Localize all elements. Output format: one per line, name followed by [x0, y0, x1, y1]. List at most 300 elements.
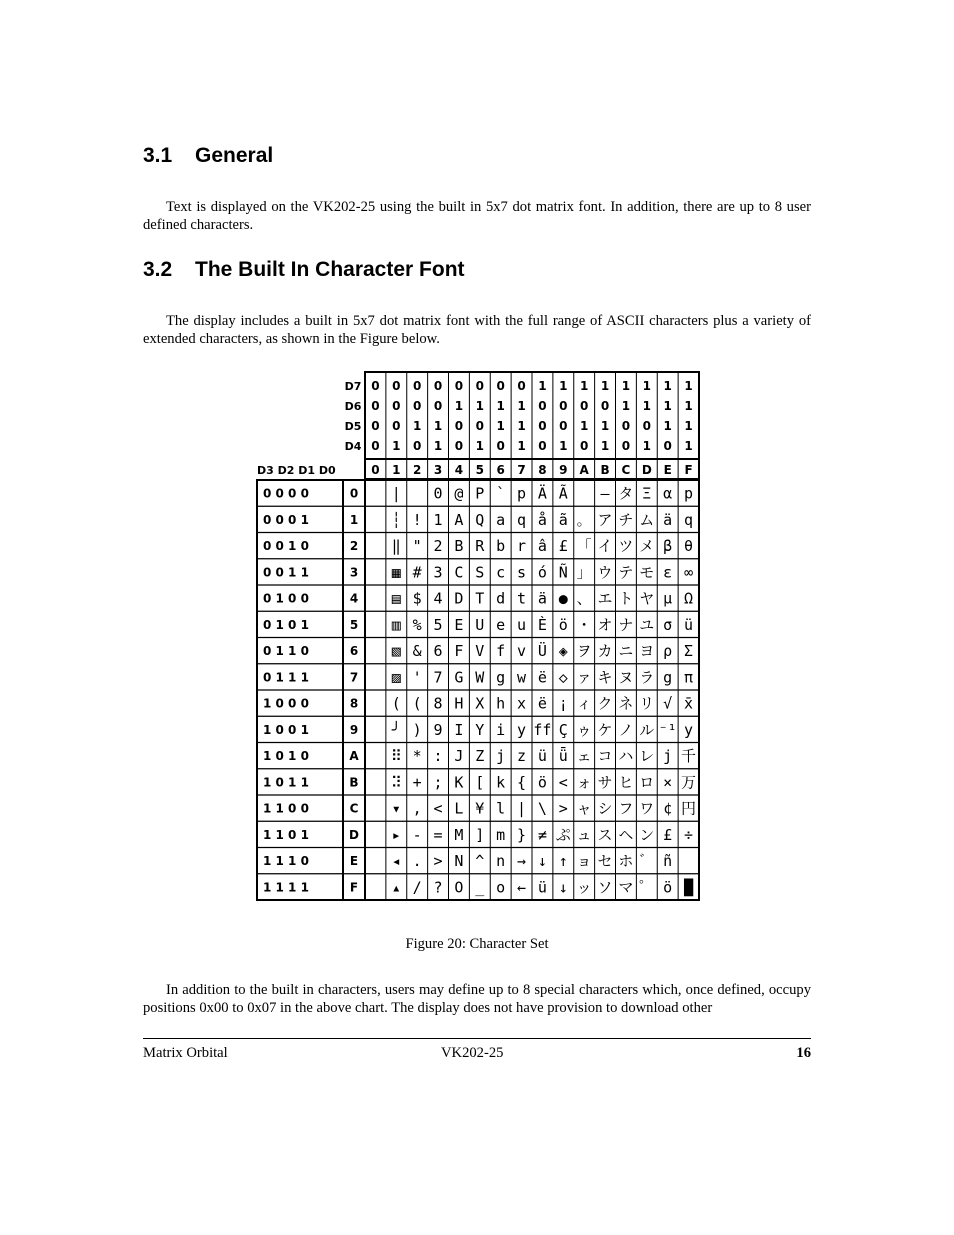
character-glyph: ム — [639, 510, 655, 529]
character-glyph: ┆ — [391, 510, 401, 529]
character-glyph: s — [517, 563, 527, 582]
upper-bit-value: 1 — [517, 419, 526, 433]
row-hex-label: B — [349, 775, 359, 790]
row-bits-label: 0 0 1 0 — [263, 539, 309, 554]
character-glyph: ユ — [639, 615, 655, 634]
character-glyph: オ — [597, 615, 613, 634]
character-glyph: α — [663, 484, 673, 503]
character-glyph: マ — [618, 878, 634, 897]
character-glyph: ⁻¹ — [658, 720, 677, 739]
character-glyph: ä — [663, 510, 673, 529]
section-title: The Built In Character Font — [195, 258, 465, 281]
upper-bit-value: 1 — [600, 379, 610, 393]
row-hex-label: 3 — [349, 565, 359, 580]
character-glyph: ) — [412, 720, 422, 739]
upper-bit-value: 1 — [642, 379, 651, 393]
character-glyph: ナ — [618, 615, 634, 634]
upper-bit-value: 1 — [517, 439, 526, 453]
character-glyph: ^ — [475, 852, 485, 871]
character-glyph: ≠ — [537, 825, 547, 844]
row-hex-label: F — [349, 880, 359, 895]
character-glyph: } — [517, 825, 527, 844]
character-glyph: M — [454, 825, 464, 844]
upper-bit-value: 0 — [538, 399, 547, 413]
character-glyph: エ — [597, 589, 613, 608]
paragraph-general: Text is displayed on the VK202-25 using the built in 5x7 dot matrix font. In addition, there are up to 8 user defined characters. — [143, 199, 811, 233]
row-bits-label: 1 0 1 1 — [263, 775, 309, 790]
character-glyph: ü — [537, 878, 547, 897]
figure-caption: Figure 20: Character Set — [405, 936, 549, 952]
upper-bit-value: 0 — [496, 439, 505, 453]
upper-bit-value: 0 — [392, 399, 401, 413]
character-glyph: ρ — [663, 642, 673, 661]
character-glyph: g — [496, 668, 506, 687]
character-glyph: Z — [475, 747, 485, 766]
row-bits-label: 1 0 0 0 — [263, 696, 309, 711]
paragraph-user-defined: In addition to the built in characters, users may define up to 8 special characters which, once defined, occupy positions 0x00 to 0x07 in the above chart. The display does not have provision to download other — [143, 982, 811, 1016]
character-glyph: > — [558, 799, 568, 818]
row-bits-label: 0 1 1 1 — [263, 670, 309, 685]
character-glyph: r — [517, 537, 527, 556]
upper-bit-value: 0 — [663, 439, 672, 453]
upper-bit-value: 1 — [642, 439, 651, 453]
upper-bit-value: 1 — [392, 439, 401, 453]
section-heading-character-font — [143, 258, 465, 282]
character-glyph: = — [433, 825, 443, 844]
upper-bit-value: 0 — [642, 419, 651, 433]
character-glyph: 0 — [433, 484, 443, 503]
character-glyph: ó — [537, 563, 547, 582]
column-hex-label: 7 — [517, 463, 526, 477]
character-glyph: ● — [558, 589, 568, 608]
character-glyph: ε — [663, 563, 673, 582]
character-glyph: Ä — [537, 484, 547, 503]
character-glyph: H — [454, 694, 464, 713]
character-glyph: Ω — [684, 589, 694, 608]
row-bits-label: 0 1 0 0 — [263, 591, 309, 606]
upper-bit-value: 1 — [433, 439, 443, 453]
character-glyph: V — [475, 642, 485, 661]
character-glyph: ツ — [618, 537, 634, 556]
character-glyph: ヌ — [618, 668, 634, 687]
upper-bit-value: 0 — [454, 419, 464, 433]
character-glyph: メ — [639, 537, 655, 556]
character-glyph: p — [684, 484, 694, 503]
character-glyph: J — [454, 747, 464, 766]
character-glyph: コ — [597, 747, 613, 766]
character-glyph: 。 — [576, 510, 592, 529]
upper-bit-value: 0 — [538, 419, 547, 433]
character-glyph: N — [454, 852, 464, 871]
row-bits-label: 1 1 1 1 — [263, 880, 309, 895]
character-glyph: ッ — [576, 878, 592, 897]
character-glyph: , — [412, 799, 422, 818]
character-glyph: ¢ — [663, 799, 673, 818]
character-glyph: ▴ — [391, 878, 401, 897]
upper-bit-value: 0 — [413, 379, 422, 393]
upper-bit-value: 0 — [475, 419, 484, 433]
character-glyph: g — [663, 668, 673, 687]
section-number: 3.1 — [143, 144, 173, 167]
character-glyph: 7 — [433, 668, 443, 687]
character-glyph: モ — [639, 563, 655, 582]
footer-center: VK202-25 — [441, 1045, 504, 1061]
upper-bit-label: D6 — [344, 400, 362, 413]
character-glyph: [ — [475, 773, 485, 792]
character-glyph: ▤ — [391, 589, 401, 608]
character-glyph: ク — [597, 694, 613, 713]
row-bits-label: 0 1 1 0 — [263, 644, 309, 659]
character-glyph: ã — [558, 510, 568, 529]
column-hex-label: 4 — [454, 463, 464, 477]
character-glyph: Σ — [684, 642, 694, 661]
character-glyph: 円 — [681, 799, 697, 818]
row-bits-label: 0 0 0 0 — [263, 486, 309, 501]
character-glyph: " — [412, 537, 422, 556]
upper-bit-value: 0 — [621, 439, 631, 453]
character-glyph: ë — [537, 694, 547, 713]
character-glyph: ュ — [576, 825, 592, 844]
character-glyph: . — [412, 852, 422, 871]
character-glyph: v — [517, 642, 527, 661]
character-glyph: サ — [597, 773, 613, 792]
row-hex-label: 8 — [349, 696, 359, 711]
upper-bit-value: 0 — [433, 379, 443, 393]
character-glyph: t — [517, 589, 527, 608]
character-glyph: m — [496, 825, 506, 844]
character-glyph: b — [496, 537, 506, 556]
character-glyph: ¥ — [475, 799, 485, 818]
upper-bit-value: 1 — [684, 399, 693, 413]
character-glyph: + — [412, 773, 422, 792]
row-hex-label: E — [349, 854, 359, 869]
character-glyph: レ — [639, 747, 655, 766]
character-glyph: K — [454, 773, 464, 792]
upper-bit-value: 0 — [454, 439, 464, 453]
upper-bit-value: 1 — [475, 439, 484, 453]
character-glyph: 」 — [576, 563, 592, 582]
character-glyph: S — [475, 563, 485, 582]
character-glyph: l — [496, 799, 506, 818]
character-glyph: j — [663, 747, 673, 766]
row-bits-label: 0 0 1 1 — [263, 565, 309, 580]
section-number: 3.2 — [143, 258, 173, 281]
character-set-figure — [255, 370, 702, 902]
section-heading-general — [143, 144, 273, 168]
footer-page-number: 16 — [796, 1045, 811, 1061]
character-glyph: L — [454, 799, 464, 818]
character-glyph: w — [517, 668, 527, 687]
character-glyph: B — [454, 537, 464, 556]
upper-bit-value: 1 — [600, 419, 610, 433]
character-glyph: ▸ — [391, 825, 401, 844]
character-glyph: 、 — [576, 589, 592, 608]
upper-bit-value: 0 — [538, 439, 547, 453]
upper-bit-value: 1 — [600, 439, 610, 453]
column-hex-label: 0 — [371, 463, 380, 477]
character-glyph: Q — [475, 510, 485, 529]
character-glyph: ロ — [639, 773, 655, 792]
character-glyph: < — [558, 773, 568, 792]
character-glyph: ホ — [618, 852, 634, 871]
character-glyph: U — [475, 615, 485, 634]
character-glyph: ニ — [618, 642, 634, 661]
character-glyph: ? — [433, 878, 443, 897]
upper-bit-value: 1 — [496, 399, 505, 413]
character-glyph: Y — [475, 720, 485, 739]
character-glyph: E — [454, 615, 464, 634]
character-glyph: ñ — [663, 852, 673, 871]
character-glyph: ハ — [618, 747, 634, 766]
character-glyph: ト — [618, 589, 634, 608]
character-glyph: ü — [537, 747, 547, 766]
character-glyph: ン — [639, 825, 655, 844]
row-hex-label: 1 — [349, 512, 359, 527]
character-glyph: キ — [597, 668, 613, 687]
character-glyph: ノ — [618, 720, 634, 739]
character-glyph: _ — [475, 878, 485, 897]
character-glyph: ワ — [639, 799, 655, 818]
character-glyph: | — [517, 799, 527, 818]
column-hex-label: 9 — [559, 463, 568, 477]
character-glyph: ◈ — [558, 642, 568, 661]
column-hex-label: 5 — [475, 463, 484, 477]
character-glyph: ä — [537, 589, 547, 608]
character-glyph: G — [454, 668, 464, 687]
character-glyph: ← — [517, 878, 527, 897]
upper-bit-value: 1 — [684, 439, 693, 453]
character-glyph: q — [684, 510, 694, 529]
character-glyph: ö — [537, 773, 547, 792]
upper-bit-value: 1 — [642, 399, 651, 413]
character-glyph: > — [433, 852, 443, 871]
upper-bit-value: 0 — [371, 439, 380, 453]
character-glyph: F — [454, 642, 464, 661]
character-glyph: ェ — [576, 747, 592, 766]
character-glyph: W — [475, 668, 485, 687]
column-hex-label: A — [579, 463, 589, 477]
character-glyph: y — [684, 720, 694, 739]
row-hex-label: A — [349, 749, 359, 764]
character-glyph: ] — [475, 825, 485, 844]
column-hex-label: 6 — [496, 463, 505, 477]
upper-bit-value: 0 — [392, 419, 401, 433]
character-glyph: █ — [684, 878, 694, 897]
character-glyph: a — [496, 510, 506, 529]
character-glyph: ゥ — [576, 720, 592, 739]
upper-bit-value: 0 — [475, 379, 484, 393]
character-glyph: ケ — [597, 720, 613, 739]
upper-bit-value: 1 — [496, 419, 505, 433]
character-glyph: x̄ — [684, 694, 694, 713]
character-glyph: ë — [537, 668, 547, 687]
row-hex-label: 0 — [349, 486, 359, 501]
character-glyph: ö — [663, 878, 673, 897]
character-glyph: ▧ — [391, 642, 401, 661]
character-glyph: z — [517, 747, 527, 766]
character-glyph: * — [412, 747, 422, 766]
character-glyph: ヒ — [618, 773, 634, 792]
character-glyph: セ — [597, 852, 613, 871]
character-glyph: ス — [597, 825, 613, 844]
upper-bit-value: 0 — [580, 399, 589, 413]
upper-bit-label: D4 — [344, 440, 362, 453]
character-glyph: Ξ — [642, 484, 652, 503]
character-glyph: x — [517, 694, 527, 713]
column-hex-label: B — [600, 463, 610, 477]
character-glyph: θ — [684, 537, 694, 556]
character-glyph: ヲ — [576, 642, 592, 661]
row-hex-label: 2 — [349, 539, 359, 554]
upper-bit-value: 1 — [559, 379, 568, 393]
character-glyph: # — [412, 563, 422, 582]
character-glyph: ` — [496, 484, 506, 503]
character-glyph: ィ — [576, 694, 592, 713]
character-glyph: μ — [663, 589, 673, 608]
character-glyph: 5 — [433, 615, 443, 634]
upper-bit-value: 0 — [413, 439, 422, 453]
character-glyph: Ç — [558, 720, 568, 739]
paragraph-character-font: The display includes a built in 5x7 dot matrix font with the full range of ASCII characters plus a variety of extended characters, as shown in the Figure below. — [143, 313, 811, 347]
upper-bit-value: 1 — [663, 399, 672, 413]
column-hex-label: F — [684, 463, 693, 477]
column-hex-label: 8 — [538, 463, 547, 477]
character-glyph: ▨ — [391, 668, 401, 687]
character-glyph: P — [475, 484, 485, 503]
character-glyph: 6 — [433, 642, 443, 661]
upper-bit-value: 1 — [684, 379, 693, 393]
character-glyph: – — [600, 484, 610, 503]
character-glyph: ・ — [576, 615, 592, 634]
character-glyph: ! — [412, 510, 422, 529]
character-glyph: A — [454, 510, 464, 529]
character-glyph: D — [454, 589, 464, 608]
character-glyph: y — [517, 720, 527, 739]
character-glyph: ▦ — [391, 563, 401, 582]
character-glyph: ↑ — [558, 852, 568, 871]
row-bits-label: 1 1 0 0 — [263, 801, 309, 816]
character-glyph: i — [496, 720, 506, 739]
character-glyph: ‖ — [391, 537, 401, 556]
character-glyph: ↓ — [558, 878, 568, 897]
upper-bit-value: 1 — [413, 419, 422, 433]
upper-bit-value: 0 — [559, 399, 568, 413]
column-hex-label: 2 — [413, 463, 422, 477]
character-glyph: フ — [618, 799, 634, 818]
upper-bit-value: 0 — [371, 399, 380, 413]
character-glyph: X — [475, 694, 485, 713]
character-glyph: ǖ — [558, 747, 568, 766]
character-glyph: Ñ — [558, 563, 568, 582]
character-glyph: ÷ — [684, 825, 694, 844]
character-glyph: シ — [597, 799, 613, 818]
character-glyph: | — [391, 484, 401, 503]
upper-bit-value: 1 — [433, 419, 443, 433]
row-bits-label: 1 1 1 0 — [263, 854, 309, 869]
footer-left: Matrix Orbital — [143, 1045, 228, 1061]
character-glyph: ╯ — [391, 720, 401, 739]
character-glyph: % — [412, 615, 422, 634]
character-glyph: チ — [618, 510, 634, 529]
character-glyph: ↓ — [537, 852, 547, 871]
row-bits-label: 0 1 0 1 — [263, 617, 309, 632]
character-glyph: Ã — [558, 484, 568, 503]
character-glyph: π — [684, 668, 694, 687]
character-glyph: 4 — [433, 589, 443, 608]
upper-bit-value: 0 — [371, 419, 380, 433]
upper-bit-value: 1 — [663, 419, 672, 433]
upper-bit-value: 1 — [475, 399, 484, 413]
character-glyph: j — [496, 747, 506, 766]
character-glyph: Ü — [537, 642, 547, 661]
character-glyph: ◂ — [391, 852, 401, 871]
character-glyph: ラ — [639, 668, 655, 687]
row-bits-label: 0 0 0 1 — [263, 512, 309, 527]
character-glyph: イ — [597, 537, 613, 556]
character-glyph: o — [496, 878, 506, 897]
row-hex-label: D — [349, 827, 359, 842]
character-glyph: ( — [391, 694, 401, 713]
character-glyph: ャ — [576, 799, 592, 818]
character-glyph: c — [496, 563, 506, 582]
character-glyph: / — [412, 878, 422, 897]
character-glyph: È — [537, 615, 547, 634]
character-glyph: ソ — [597, 878, 613, 897]
character-glyph: ヨ — [639, 642, 655, 661]
column-hex-label: 1 — [392, 463, 401, 477]
character-glyph: ∞ — [684, 563, 694, 582]
character-glyph: ◇ — [558, 668, 568, 687]
row-bits-label: 1 1 0 1 — [263, 827, 309, 842]
character-glyph: $ — [412, 589, 422, 608]
column-hex-label: D — [641, 463, 652, 477]
character-glyph: ▾ — [391, 799, 401, 818]
character-glyph: ゛ — [639, 852, 655, 871]
character-glyph: ヘ — [618, 825, 634, 844]
character-glyph: リ — [639, 694, 655, 713]
character-glyph: k — [496, 773, 506, 792]
character-glyph: タ — [618, 484, 634, 503]
character-glyph: h — [496, 694, 506, 713]
upper-bit-value: 1 — [580, 419, 589, 433]
section-title: General — [195, 144, 274, 167]
character-glyph: ' — [412, 668, 422, 687]
upper-bit-value: 0 — [580, 439, 589, 453]
character-glyph: ⠿ — [390, 747, 402, 766]
character-glyph: 3 — [433, 563, 443, 582]
character-glyph: 万 — [681, 773, 697, 792]
character-glyph: e — [496, 615, 506, 634]
character-glyph: @ — [454, 484, 464, 503]
character-glyph: ル — [639, 720, 655, 739]
character-glyph: → — [517, 852, 527, 871]
upper-bit-label: D7 — [344, 380, 362, 393]
character-glyph: 2 — [433, 537, 443, 556]
upper-bit-value: 0 — [559, 419, 568, 433]
character-glyph: < — [433, 799, 443, 818]
character-glyph: 「 — [576, 537, 592, 556]
character-glyph: T — [475, 589, 485, 608]
upper-bit-value: 0 — [454, 379, 464, 393]
row-hex-label: 6 — [349, 644, 359, 659]
row-hex-label: 7 — [349, 670, 359, 685]
row-hex-label: 4 — [349, 591, 359, 606]
upper-bit-value: 1 — [517, 399, 526, 413]
character-glyph: ⠽ — [390, 773, 402, 792]
upper-bit-value: 1 — [621, 399, 631, 413]
column-hex-label: E — [663, 463, 672, 477]
column-hex-label: C — [621, 463, 631, 477]
